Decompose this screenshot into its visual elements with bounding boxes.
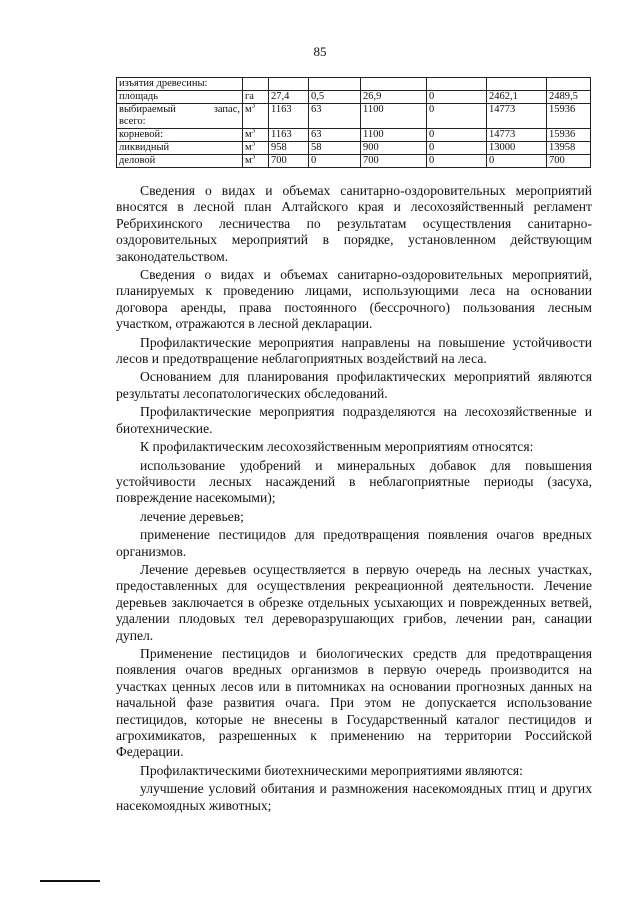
row-label	[117, 91, 243, 104]
paragraph: лечение деревьев;	[140, 508, 244, 524]
value-cell: 58	[309, 142, 361, 155]
value-cell: 900	[361, 142, 427, 155]
value-cell: 700	[361, 155, 427, 168]
table-row	[117, 104, 591, 129]
unit-cell: $м^3$	[243, 104, 269, 129]
footnote-rule	[40, 880, 100, 882]
paragraph: Профилактические мероприятия подразделяются на лесохозяйственные и биотехнические.	[116, 404, 592, 436]
row-label	[117, 129, 243, 142]
value-cell: 0	[427, 91, 487, 104]
paragraph: К профилактическим лесохозяйственным мероприятиям относятся:	[140, 439, 534, 455]
paragraph: применение пестицидов для предотвращения появления очагов вредных организмов.	[116, 527, 592, 559]
row-label	[117, 78, 243, 91]
unit-superscript: 3	[251, 141, 256, 148]
paragraph: Применение пестицидов и биологических средств для предотвращения появления очагов вредных организмов в первую очередь производится на участках ценных лесов или в питомниках на основании прогнозных данных на начальной фазе развития очага. При этом не допускается использование пестицидов, которые не внесены в Государственный каталог пестицидов и агрохимикатов, разрешенных к применению на территории Российской Федерации.	[116, 645, 592, 760]
paragraph: улучшение условий обитания и размножения насекомоядных птиц и других насекомоядных животных;	[116, 781, 592, 813]
row-label-text: изъятия древесины:	[119, 78, 208, 89]
value-cell	[427, 78, 487, 91]
value-cell: 0	[427, 129, 487, 142]
row-label	[117, 104, 243, 129]
value-cell: 13000	[487, 142, 547, 155]
unit-cell: $м^3$	[243, 155, 269, 168]
unit-superscript: 3	[251, 128, 256, 135]
table-row	[117, 91, 591, 104]
paragraph: Профилактическими биотехническими мероприятиями являются:	[140, 762, 523, 778]
table-row	[117, 142, 591, 155]
value-cell: 958	[269, 142, 309, 155]
value-cell: 700	[269, 155, 309, 168]
row-label-text: выбираемый	[119, 104, 176, 115]
unit-cell: $м^3$	[243, 129, 269, 142]
value-cell	[309, 78, 361, 91]
value-cell: 0	[427, 142, 487, 155]
value-cell: 1163	[269, 104, 309, 129]
value-cell: 15936	[547, 129, 591, 142]
unit-superscript: 3	[251, 103, 256, 110]
value-cell	[487, 78, 547, 91]
value-cell: 63	[309, 129, 361, 142]
value-cell: 2489,5	[547, 91, 591, 104]
row-label-text-right: запас,	[213, 104, 240, 115]
value-cell: 26,9	[361, 91, 427, 104]
value-cell: 63	[309, 104, 361, 129]
value-cell	[361, 78, 427, 91]
value-cell: 1100	[361, 129, 427, 142]
unit-superscript: 3	[251, 154, 256, 161]
value-cell: 14773	[487, 104, 547, 129]
value-cell	[269, 78, 309, 91]
value-cell: 1163	[269, 129, 309, 142]
value-cell: 15936	[547, 104, 591, 129]
paragraph: Сведения о видах и объемах санитарно-оздоровительных мероприятий вносятся в лесной план Алтайского края и лесохозяйственный регламент Ребрихинского лесничества по результатам осуществления санитарно-оздоровительных мероприятий в порядке, установленном действующим законодательством.	[116, 183, 592, 264]
value-cell: 0	[427, 155, 487, 168]
value-cell: 0,5	[309, 91, 361, 104]
paragraph: Профилактические мероприятия направлены на повышение устойчивости лесов и предотвращение неблагоприятных воздействий на леса.	[116, 334, 592, 367]
value-cell: 1100	[361, 104, 427, 129]
row-label-text: корневой:	[119, 129, 164, 140]
row-label-text: площадь	[119, 91, 158, 102]
row-label-line2: всего:	[119, 116, 146, 127]
value-cell: 2462,1	[487, 91, 547, 104]
paragraph: Основанием для планирования профилактических мероприятий являются результаты лесопатологических обследований.	[116, 369, 592, 401]
unit-cell	[243, 78, 269, 91]
row-label-text: деловой	[119, 155, 156, 166]
value-cell: 14773	[487, 129, 547, 142]
unit-cell: га	[243, 91, 269, 104]
table-row	[117, 155, 591, 168]
value-cell: 700	[547, 155, 591, 168]
value-cell: 0	[309, 155, 361, 168]
table-row	[117, 78, 591, 91]
value-cell: 0	[427, 104, 487, 129]
unit-cell: $м^3$	[243, 142, 269, 155]
document-body	[116, 183, 592, 814]
value-cell	[547, 78, 591, 91]
table-row	[117, 129, 591, 142]
row-label	[117, 155, 243, 168]
paragraph: Сведения о видах и объемах санитарно-оздоровительных мероприятий, планируемых к проведению лицами, использующими леса на основании договора аренды, права постоянного (бессрочного) пользования лесным участком, отражаются в лесной декларации.	[116, 267, 592, 332]
row-label-text: ликвидный	[119, 142, 170, 153]
paragraph: Лечение деревьев осуществляется в первую очередь на лесных участках, предоставленных для осуществления рекреационной деятельности. Лечение деревьев заключается в обрезке отдельных усыхающих и поврежденных ветвей, удалении плодовых тел дереворазрушающих грибов, лечении ран, санации дупел.	[116, 561, 592, 643]
page-number: 85	[313, 44, 327, 59]
paragraph: использование удобрений и минеральных добавок для повышения устойчивости лесных насаждений в неблагоприятные периоды (засуха, повреждение насекомыми);	[116, 457, 592, 506]
value-cell: 27,4	[269, 91, 309, 104]
data-table	[116, 77, 591, 168]
value-cell: 13958	[547, 142, 591, 155]
value-cell: 0	[487, 155, 547, 168]
row-label	[117, 142, 243, 155]
